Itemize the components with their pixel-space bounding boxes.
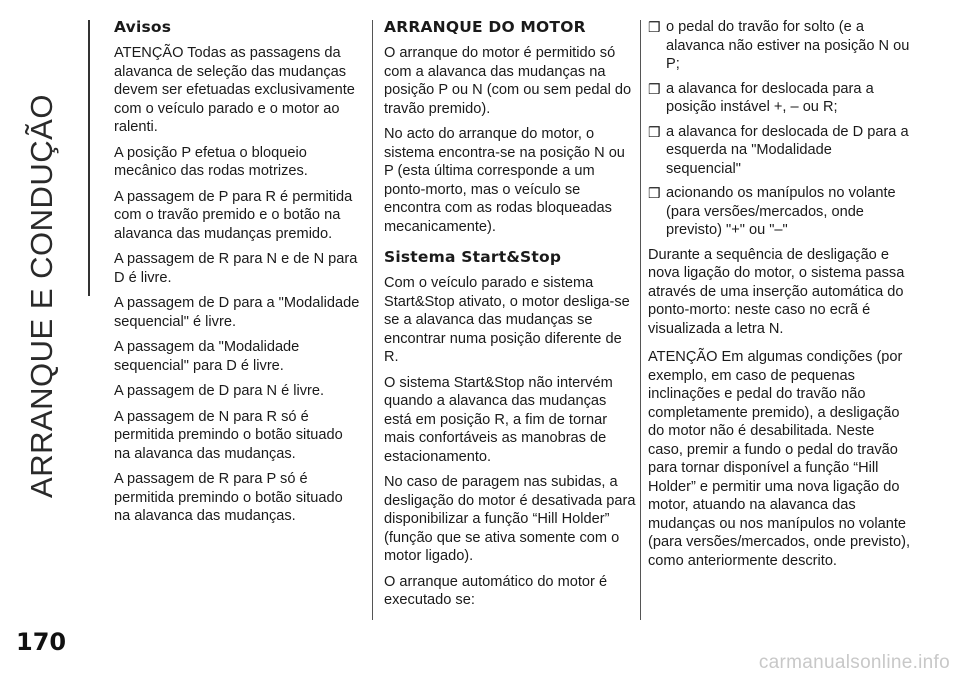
paragraph: A passagem de D para a "Modalidade sequencial" é livre.: [114, 295, 360, 330]
bullet-text: o pedal do travão for solto (e a alavanca não estiver na posição N ou P;: [666, 19, 910, 72]
page-number: 170: [16, 628, 67, 656]
column-divider-1: [372, 20, 373, 620]
paragraph: No caso de paragem nas subidas, a desligação do motor é desativada para disponibilizar a função “Hill Holder” (função que se ativa somente com o motor ligado).: [384, 474, 636, 564]
paragraph: O sistema Start&Stop não intervém quando a alavanca das mudanças está em posição R, a fim de tornar mais confortáveis as manobras de estacionamento.: [384, 374, 613, 465]
checkbox-bullet-icon: ❒: [648, 19, 661, 35]
section-side-title: ARRANQUE E CONDUÇÃO: [24, 94, 59, 498]
heading-start-stop: Sistema Start&Stop: [384, 248, 562, 266]
checkbox-bullet-icon: ❒: [648, 80, 661, 97]
column-1: [114, 18, 362, 533]
column-divider-2: [640, 20, 641, 620]
paragraph: O arranque do motor é permitido só com a alavanca das mudanças na posição P ou N (com ou sem pedal do travão premido).: [384, 45, 632, 117]
bullet-item: [648, 18, 910, 74]
column-2: [384, 18, 636, 617]
heading-arranque-do-motor: ARRANQUE DO MOTOR: [384, 18, 586, 36]
checkbox-bullet-icon: ❒: [648, 123, 661, 140]
watermark: carmanualsonline.info: [758, 652, 950, 673]
paragraph: A passagem de N para R só é permitida premindo o botão situado na alavanca das mudanças.: [114, 408, 343, 462]
bullet-text: acionando os manípulos no volante (para versões/mercados, onde previsto) "+" ou "–": [666, 185, 896, 238]
bullet-text: a alavanca for deslocada para a posição instável +, – ou R;: [666, 80, 874, 115]
paragraph: ATENÇÃO Todas as passagens da alavanca de seleção das mudanças devem ser efetuadas exclusivamente com o veículo parado e o motor ao ralenti.: [114, 45, 355, 135]
bullet-item: [648, 80, 910, 117]
paragraph: O arranque automático do motor é executado se:: [384, 573, 608, 608]
side-divider: [88, 20, 90, 296]
paragraph: A passagem de P para R é permitida com o travão premido e o botão na alavanca das mudanças premido.: [114, 188, 353, 242]
paragraph: ATENÇÃO Em algumas condições (por exemplo, em caso de pequenas inclinações e pedal do travão não completamente premido), a desligação do motor não é desabilitada. Neste caso, premir a fundo o pedal do travão para tornar disponível a função “Hill Holder” e permitir uma nova ligação do motor, atuando na alavanca das mudanças ou nos manípulos no volante (para versões/mercados, onde previsto), como anteriormente descrito.: [648, 349, 910, 569]
paragraph: A passagem de R para N e de N para D é livre.: [114, 251, 358, 286]
bullet-text: a alavanca for deslocada de D para a esquerda na "Modalidade sequencial": [666, 123, 909, 177]
bullet-item: [648, 123, 910, 179]
paragraph: Durante a sequência de desligação e nova ligação do motor, o sistema passa através de uma inserção automática do ponto-morto: neste caso no ecrã é visualizada a letra N.: [648, 246, 905, 337]
checkbox-bullet-icon: ❒: [648, 185, 661, 201]
heading-avisos: Avisos: [114, 18, 172, 36]
paragraph: No acto do arranque do motor, o sistema encontra-se na posição N ou P (esta última corresponde a um ponto-morto, mas o veículo se encontra com as rodas bloqueadas mecanicamente).: [384, 126, 625, 235]
bullet-item: [648, 184, 910, 240]
paragraph: Com o veículo parado e sistema Start&Stop ativato, o motor desliga-se se a alavanca das mudanças se encontrar numa posição diferente de R.: [384, 275, 630, 365]
paragraph: A passagem da "Modalidade sequencial" para D é livre.: [114, 339, 300, 374]
paragraph: A posição P efetua o bloqueio mecânico das rodas motrizes.: [114, 144, 308, 179]
paragraph: A passagem de R para P só é permitida premindo o botão situado na alavanca das mudanças.: [114, 471, 343, 524]
paragraph: A passagem de D para N é livre.: [114, 383, 325, 399]
column-3: [648, 18, 910, 577]
